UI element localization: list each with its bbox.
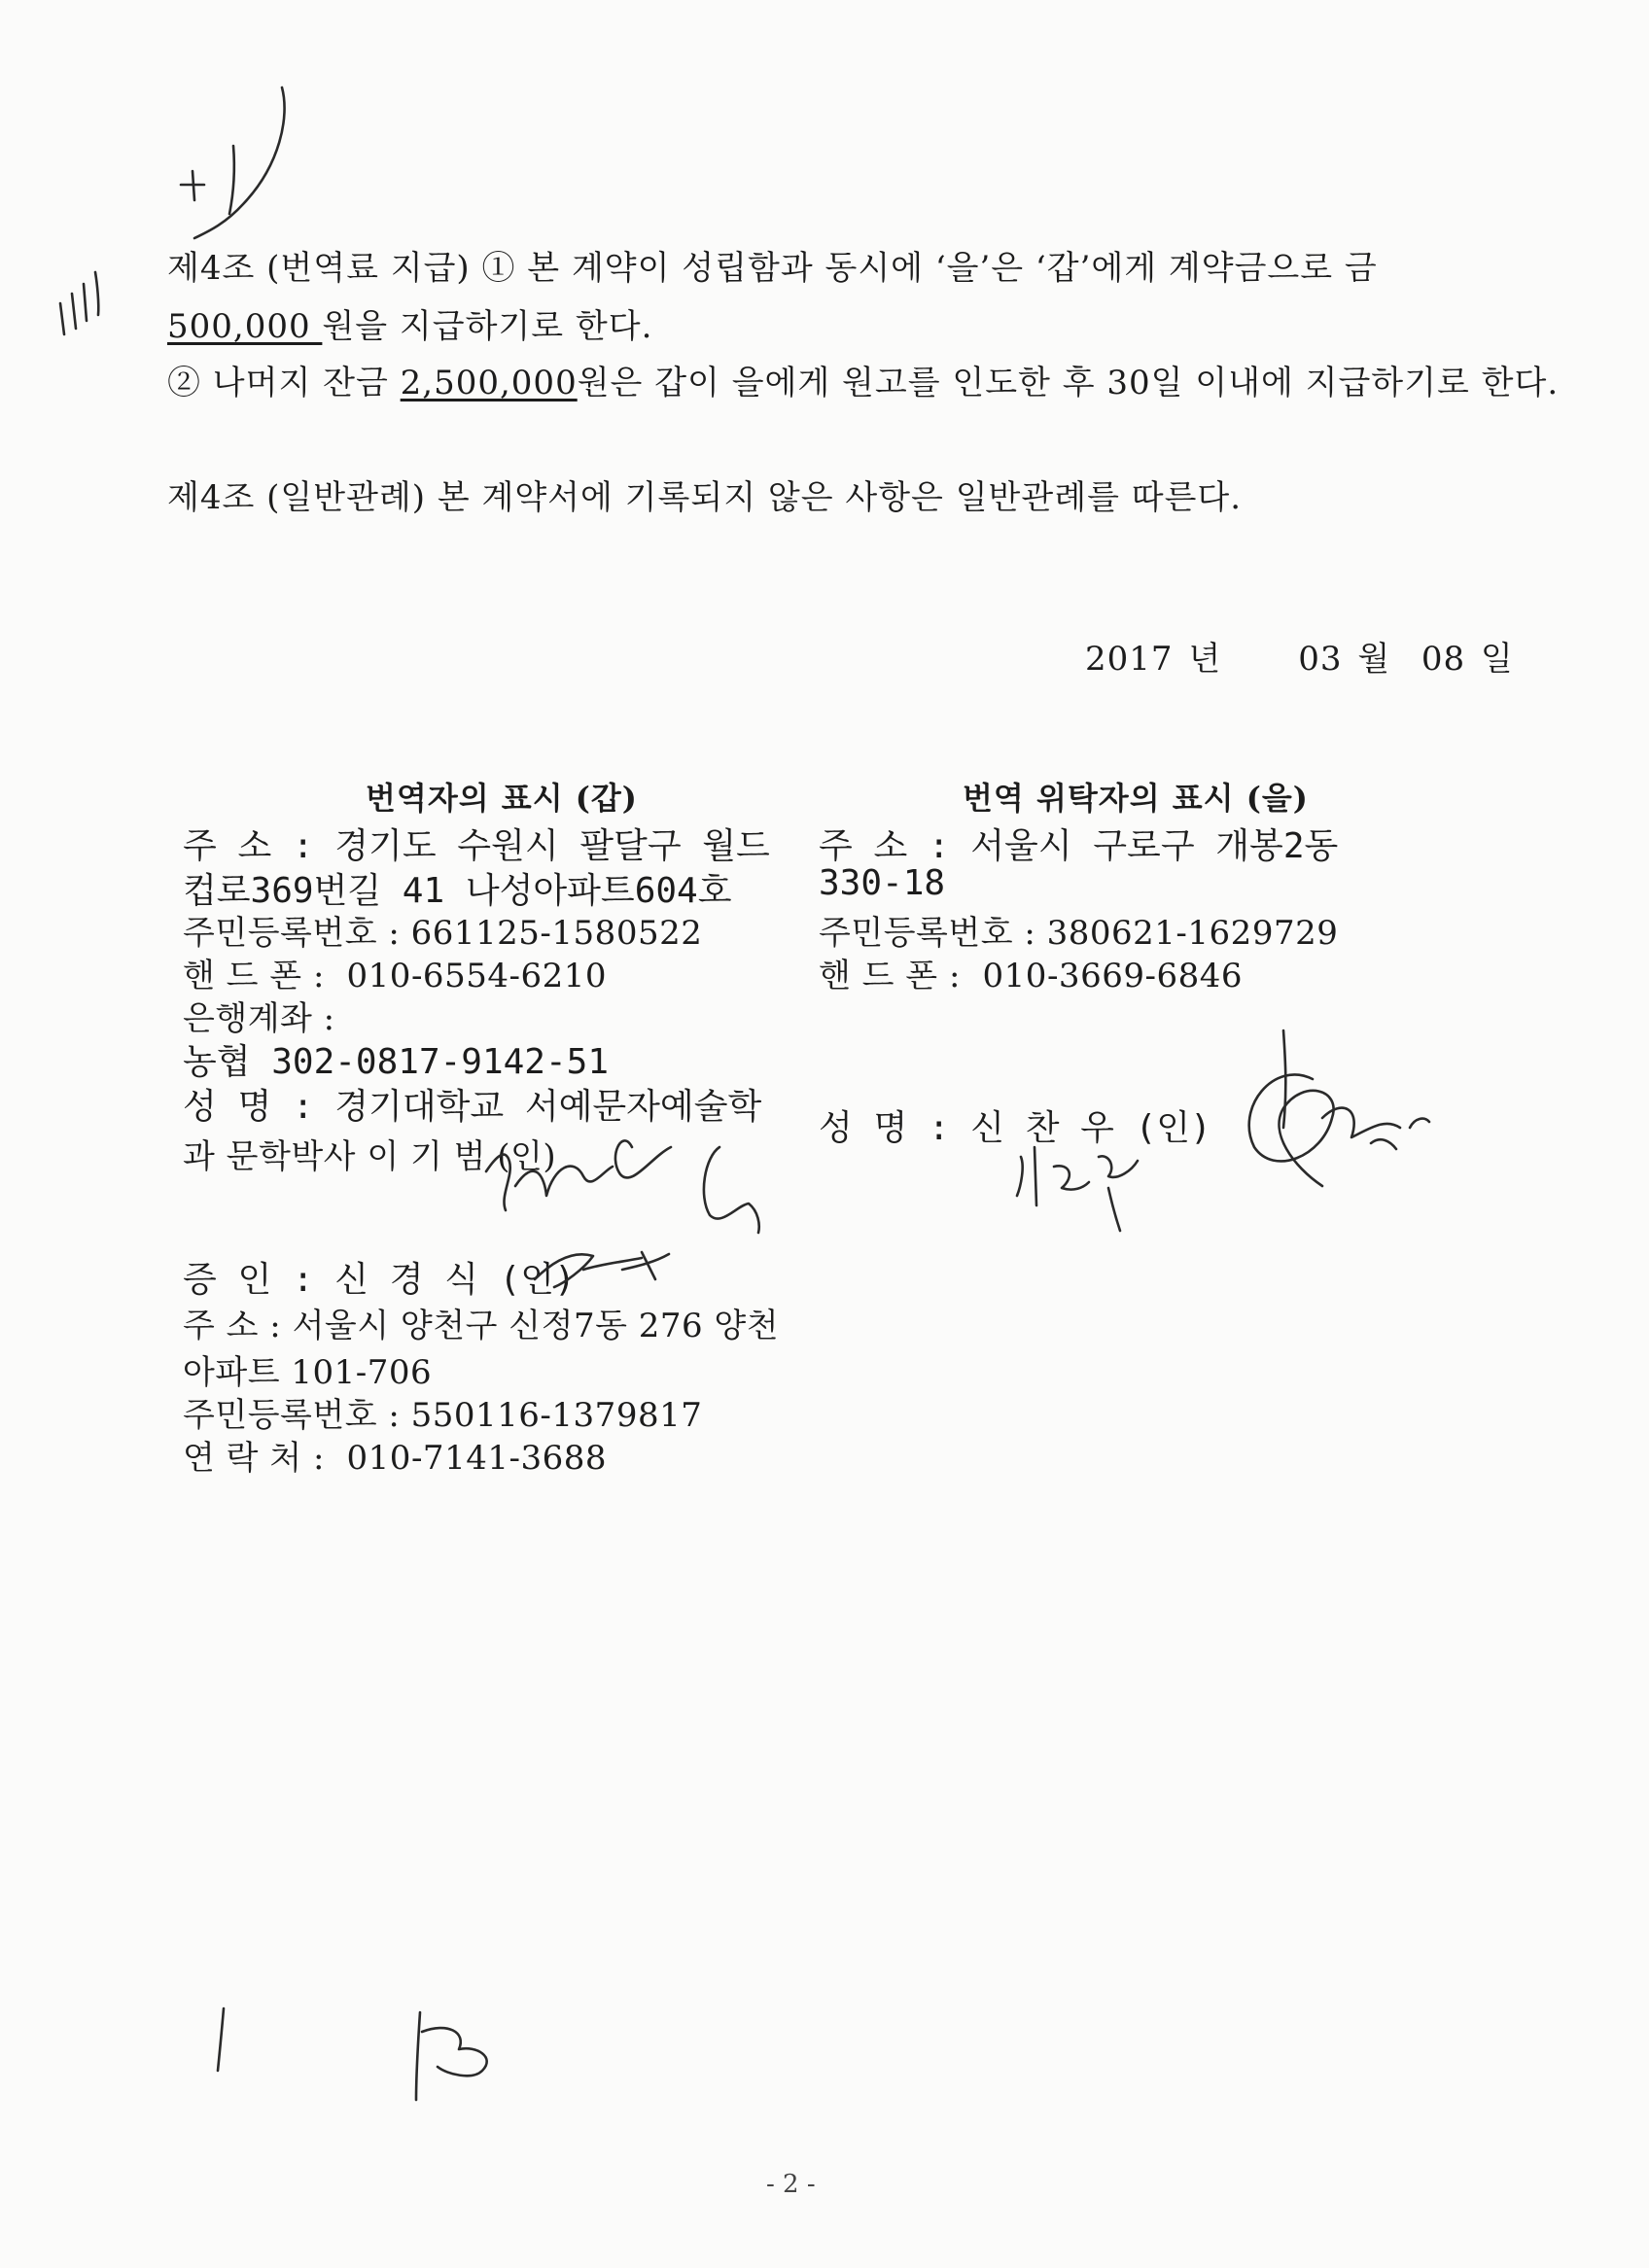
party-b-handwritten-name xyxy=(1011,1137,1157,1235)
witness-name-row xyxy=(183,1252,576,1302)
date-day-unit: 일 xyxy=(1480,640,1514,679)
page-number: - 2 - xyxy=(766,2170,816,2199)
balance-prefix: ② 나머지 잔금 xyxy=(167,364,401,402)
witness-signature xyxy=(525,1240,700,1299)
party-a-heading: 번역자의 표시 (갑) xyxy=(366,780,638,817)
party-b-address-label: 주 소 : xyxy=(819,826,950,866)
party-a-bank-label: 은행계좌 : xyxy=(183,999,335,1038)
margin-tick-marks xyxy=(54,264,113,352)
party-a-name-label: 성 명 : xyxy=(183,1087,314,1127)
date-day: 08 xyxy=(1421,640,1466,679)
payment-clause-line1: 제4조 (번역료 지급) ① 본 계약이 성립함과 동시에 ‘을’은 ‘갑’에게 계약금으로 금 xyxy=(167,249,1378,288)
deposit-amount: 500,000 xyxy=(167,307,323,346)
party-a-signature xyxy=(476,1118,788,1235)
payment-clause-line2 xyxy=(167,299,652,347)
party-a-address-line2: 컵로369번길 41 나성아파트604호 xyxy=(183,871,732,911)
witness-address-label: 주 소 : xyxy=(183,1307,282,1345)
witness-id-label: 주민등록번호 : xyxy=(183,1396,401,1435)
party-a-address-line1 xyxy=(183,819,770,868)
party-a-name-line2: 과 문학박사 이 기 범 (인) xyxy=(183,1137,557,1176)
witness-address-value: 서울시 양천구 신정7동 276 양천 xyxy=(292,1307,780,1345)
witness-id-row xyxy=(183,1388,702,1436)
party-b-signature xyxy=(1215,1021,1439,1215)
contract-date xyxy=(1085,632,1514,680)
date-month-unit: 월 xyxy=(1357,640,1391,679)
party-b-address-value: 서울시 구로구 개봉2동 xyxy=(970,826,1339,866)
party-b-heading: 번역 위탁자의 표시 (을) xyxy=(963,780,1309,817)
payment-clause-line3 xyxy=(167,356,1559,403)
party-b-address-line1 xyxy=(819,819,1338,868)
witness-contact-row xyxy=(183,1431,607,1479)
party-a-phone-label: 핸 드 폰 : xyxy=(183,957,325,995)
party-a-id-value: 661125-1580522 xyxy=(410,914,703,953)
party-b-address-line2: 330-18 xyxy=(819,863,946,903)
party-a-id-label: 주민등록번호 : xyxy=(183,914,401,953)
witness-contact-value: 010-7141-3688 xyxy=(346,1439,607,1478)
party-b-id-label: 주민등록번호 : xyxy=(819,914,1036,953)
party-a-phone-row xyxy=(183,949,607,996)
party-b-id-row xyxy=(819,906,1338,954)
party-b-id-value: 380621-1629729 xyxy=(1046,914,1339,953)
party-a-address-value: 경기도 수원시 팔달구 월드 xyxy=(334,826,770,866)
payment-clause-line2-text: 원을 지급하기로 한다. xyxy=(322,307,653,346)
party-a-phone-value: 010-6554-6210 xyxy=(346,957,607,995)
witness-label: 증 인 : xyxy=(183,1260,314,1300)
balance-amount: 2,500,000 xyxy=(400,364,578,402)
date-month: 03 xyxy=(1298,640,1343,679)
party-a-name-value: 경기대학교 서예문자예술학 xyxy=(334,1087,762,1127)
party-b-phone-row xyxy=(819,949,1243,996)
witness-address-line2: 아파트 101-706 xyxy=(183,1353,433,1392)
date-year: 2017 xyxy=(1085,640,1174,679)
witness-id-value: 550116-1379817 xyxy=(410,1396,703,1435)
witness-name: 신 경 식 (인) xyxy=(334,1260,576,1300)
general-practice-clause: 제4조 (일반관례) 본 계약서에 기록되지 않은 사항은 일반관례를 따른다. xyxy=(167,478,1243,517)
party-b-name-label: 성 명 : xyxy=(819,1108,950,1148)
party-b-phone-label: 핸 드 폰 : xyxy=(819,957,961,995)
party-a-bank-value: 농협 302-0817-9142-51 xyxy=(183,1042,610,1082)
party-a-id-row xyxy=(183,906,702,954)
witness-address-line1 xyxy=(183,1299,779,1346)
party-b-name-value: 신 찬 우 (인) xyxy=(970,1108,1211,1148)
party-b-phone-value: 010-3669-6846 xyxy=(982,957,1243,995)
bottom-handwriting-mark xyxy=(204,2003,515,2110)
date-year-unit: 년 xyxy=(1188,640,1222,679)
balance-suffix: 원은 갑이 을에게 원고를 인도한 후 30일 이내에 지급하기로 한다. xyxy=(577,364,1560,402)
party-a-address-label: 주 소 : xyxy=(183,826,314,866)
witness-contact-label: 연 락 처 : xyxy=(183,1439,325,1478)
